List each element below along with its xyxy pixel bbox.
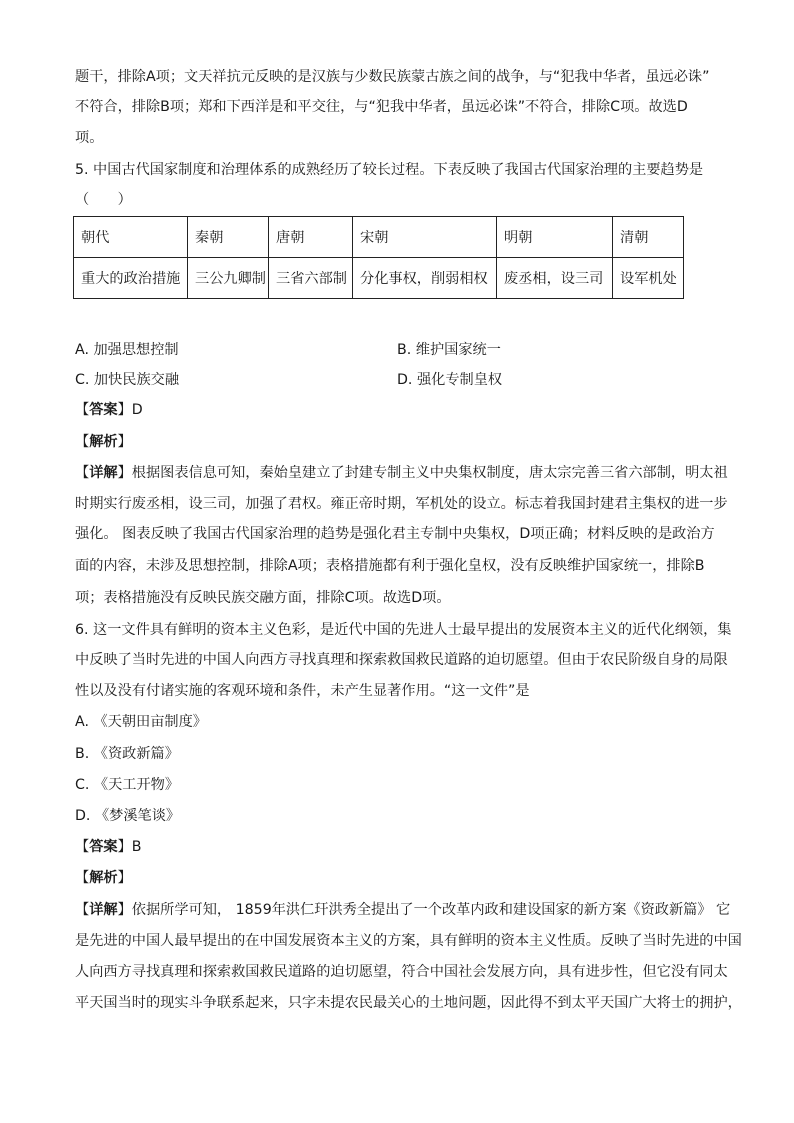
table-cell: 秦朝 [188,217,269,258]
table-cell: 分化事权，削弱相权 [353,258,497,299]
table-cell: 朝代 [74,217,188,258]
table-row [74,217,684,258]
table-cell: 设军机处 [613,258,684,299]
analysis-label: 解析 [89,434,118,450]
q6-option-d: D. 《梦溪笔谈》 [75,808,181,824]
q5-detail-line-3: 强化。 图表反映了我国古代国家治理的趋势是强化君主专制中央集权，D项正确；材料反映的是政治方 [75,526,715,542]
table-cell: 明朝 [497,217,613,258]
q5-detail-line-5: 项；表格措施没有反映民族交融方面，排除C项。故选D项。 [75,590,451,606]
q5-option-d: D. 强化专制皇权 [397,372,503,388]
q5-option-a: A. 加强思想控制 [75,342,179,358]
q5-answer: 【答案】D [75,402,143,418]
analysis-label: 解析 [89,870,118,886]
detail-text: 根据图表信息可知，秦始皇建立了封建专制主义中央集权制度，唐太宗完善三省六部制，明太祖 [131,465,728,481]
q6-detail-line-2: 是先进的中国人最早提出的在中国发展资本主义的方案，具有鲜明的资本主义性质。反映了当时先进的中国 [75,933,742,949]
q5-detail-line-4: 面的内容，未涉及思想控制，排除A项；表格措施都有利于强化皇权，没有反映维护国家统一，排除B [75,558,705,574]
prev-analysis-line-3: 项。 [75,130,104,146]
detail-text: 依据所学可知， 1859年洪仁玕洪秀全提出了一个改革内政和建设国家的新方案《资政新篇》 它 [131,902,731,918]
q5-option-c: C. 加快民族交融 [75,372,180,388]
q5-stem-line-1: 5. 中国古代国家制度和治理体系的成熟经历了较长过程。下表反映了我国古代国家治理的主要趋势是 [75,162,704,178]
q5-measures-table [73,216,684,299]
q6-detail-line-4: 平天国当时的现实斗争联系起来，只字未提农民最关心的土地问题，因此得不到太平天国广大将士的拥护， [75,995,742,1011]
q5-detail-line-1: 【详解】根据图表信息可知，秦始皇建立了封建专制主义中央集权制度，唐太宗完善三省六部制，明太祖 [75,465,728,481]
table-cell: 宋朝 [353,217,497,258]
q6-option-b: B. 《资政新篇》 [75,746,179,762]
table-row [74,258,684,299]
q6-option-c: C. 《天工开物》 [75,777,180,793]
q6-stem-line-3: 性以及没有付诸实施的客观环境和条件，未产生显著作用。“这一文件”是 [75,683,530,699]
q6-stem-line-1: 6. 这一文件具有鲜明的资本主义色彩，是近代中国的先进人士最早提出的发展资本主义的近代化纲领，集 [75,622,732,638]
q6-analysis-label: 【解析】 [75,870,132,886]
table-cell: 三省六部制 [269,258,353,299]
q6-answer: 【答案】B [75,839,142,855]
prev-analysis-line-1: 题干，排除A项；文天祥抗元反映的是汉族与少数民族蒙古族之间的战争，与“犯我中华者，虽远必诛” [75,69,710,85]
answer-label: 答案 [89,839,118,855]
table-cell: 清朝 [613,217,684,258]
detail-label: 详解 [89,465,118,481]
table-cell: 唐朝 [269,217,353,258]
answer-label: 答案 [89,402,118,418]
q6-option-a: A. 《天朝田亩制度》 [75,714,207,730]
q6-detail-line-1: 【详解】依据所学可知， 1859年洪仁玕洪秀全提出了一个改革内政和建设国家的新方案《资政新篇》 它 [75,902,731,918]
table-cell: 三公九卿制 [188,258,269,299]
q5-stem-line-2: （ ） [75,192,132,208]
prev-analysis-line-2: 不符合，排除B项；郑和下西洋是和平交往，与“犯我中华者，虽远必诛”不符合，排除C项。故选D [75,99,688,115]
q6-stem-line-2: 中反映了当时先进的中国人向西方寻找真理和探索救国救民道路的迫切愿望。但由于农民阶级自身的局限 [75,652,728,668]
q5-option-b: B. 维护国家统一 [397,342,501,358]
q6-detail-line-3: 人向西方寻找真理和探索救国救民道路的迫切愿望，符合中国社会发展方向，具有进步性，但它没有同太 [75,964,728,980]
answer-value: D [131,402,143,418]
q5-detail-line-2: 时期实行废丞相，设三司，加强了君权。雍正帝时期，军机处的设立。标志着我国封建君主集权的进一步 [75,496,728,512]
q5-analysis-label: 【解析】 [75,434,132,450]
table-cell: 废丞相，设三司 [497,258,613,299]
answer-value: B [131,839,142,855]
detail-label: 详解 [89,902,118,918]
table-cell: 重大的政治措施 [74,258,188,299]
